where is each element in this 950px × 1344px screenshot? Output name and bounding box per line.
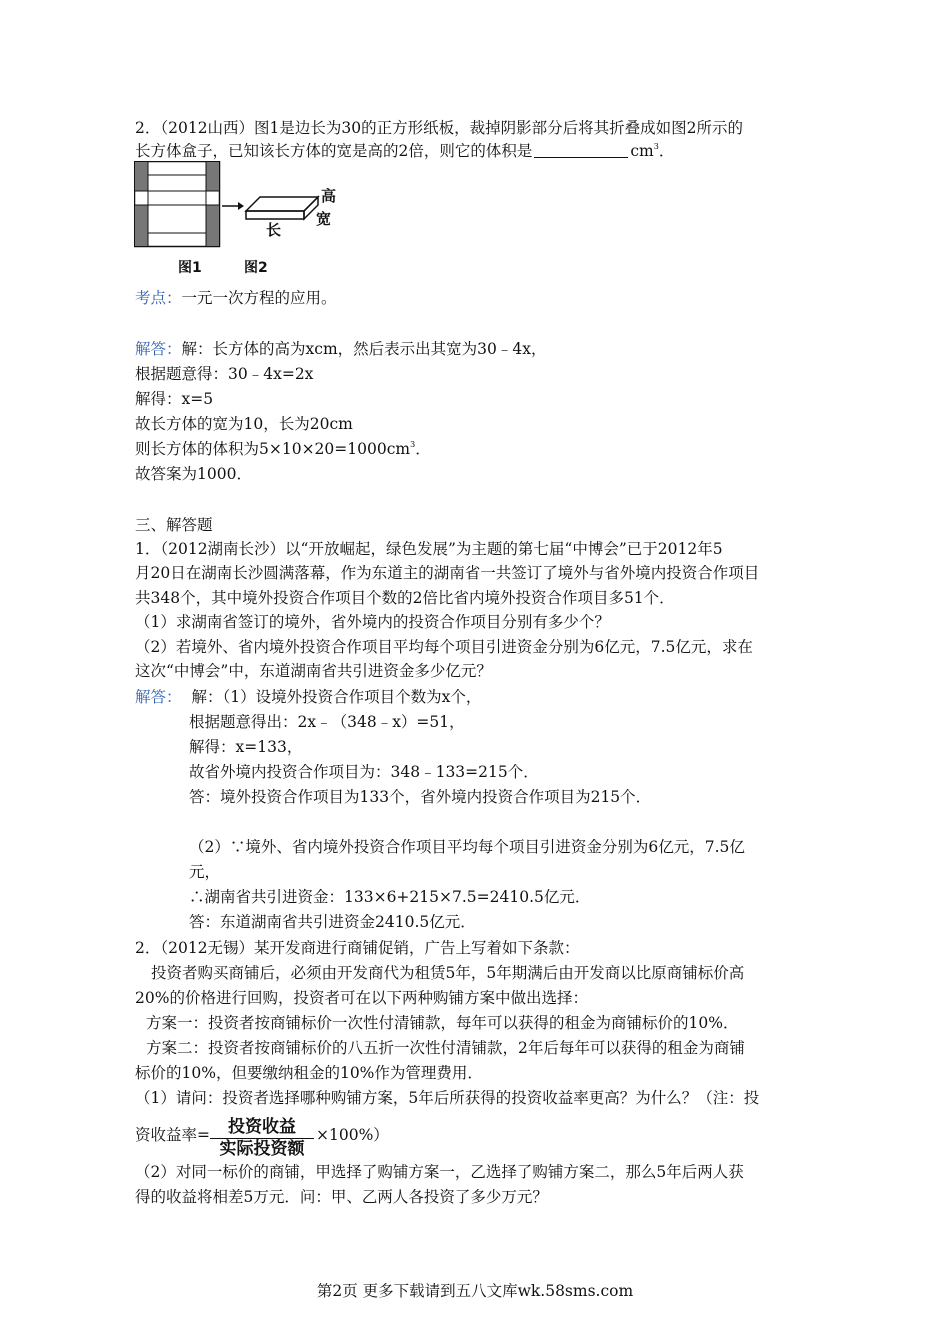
p1-line2: 月20日在湖南长沙圆满落幕，作为东道主的湖南省一共签订了境外与省外境内投资合作项目: [135, 564, 760, 582]
q2b-line1: 2．（2012无锡）某开发商进行商铺促销，广告上写着如下条款：: [135, 939, 580, 957]
fraction-numerator: 投资收益: [210, 1117, 314, 1139]
fig1-label: 图1: [178, 260, 202, 276]
jieda1-line5-text: 则长方体的体积为5×10×20=1000cm: [135, 440, 411, 458]
jieda2-text: 解：（1）设境外投资合作项目个数为x个，: [191, 688, 482, 706]
jieda1-line5-sup: 3: [410, 440, 416, 449]
kaodian-label: 考点：: [135, 289, 182, 307]
jieda1-label: 解答：: [135, 340, 182, 358]
shaded-strip: [206, 175, 219, 191]
jieda2-line4: 故省外境内投资合作项目为：348﹣133=215个．: [189, 763, 539, 781]
jieda2-line7: 元，: [189, 863, 221, 881]
q2-line2-end: ．: [658, 142, 675, 160]
q2b-line9: （2）对同一标价的商铺，甲选择了购铺方案一，乙选择了购铺方案二，那么5年后两人获: [135, 1163, 744, 1181]
q2b-line3: 20%的价格进行回购，投资者可在以下两种购铺方案中做出选择：: [135, 989, 588, 1007]
shaded-strip: [135, 205, 148, 233]
jieda1-line5: [135, 438, 431, 460]
q2b-plan2: 方案二：投资者按商铺标价的八五折一次性付清铺款，2年后每年可以获得的租金为商铺: [146, 1039, 745, 1057]
shaded-corner: [206, 233, 219, 246]
label-gao: 高: [321, 187, 337, 205]
p1-line3: 共348个，其中境外投资合作项目个数的2倍比省内境外投资合作项目多51个．: [135, 589, 675, 607]
fraction-denominator: 实际投资额: [219, 1139, 305, 1159]
jieda1-line5-end: ．: [415, 440, 431, 458]
shaded-corner: [135, 162, 148, 175]
jieda1-line1: [135, 338, 546, 360]
p1-line6: 这次“中博会”中，东道湖南省共引进资金多少亿元？: [135, 662, 492, 680]
jieda2-line2: 根据题意得出：2x﹣（348﹣x）=51，: [189, 713, 465, 731]
yield-fraction: [210, 1117, 314, 1160]
jieda1-line3: 解得：x=5: [135, 390, 214, 408]
jieda2-line3: 解得：x=133，: [189, 738, 303, 756]
jieda1-text: 解：长方体的高为xcm，然后表示出其宽为30﹣4x，: [181, 340, 547, 358]
box-figure: [134, 161, 354, 279]
shaded-strip: [206, 205, 219, 233]
q2b-line2: 投资者购买商铺后，必须由开发商代为租赁5年，5年期满后由开发商以比原商铺标价高: [151, 964, 745, 982]
q2b-line8-end: ×100%）: [316, 1126, 389, 1144]
fig2-box: [246, 197, 318, 219]
p1-line5: （2）若境外、省内境外投资合作项目平均每个项目引进资金分别为6亿元，7.5亿元，求在: [135, 638, 753, 656]
jieda2-line1: [135, 686, 481, 708]
q2-line2: [135, 140, 674, 162]
p1-line1: 1．（2012湖南长沙）以“开放崛起，绿色发展”为主题的第七届“中博会”已于2012年5: [135, 540, 723, 558]
kaodian-text: 一元一次方程的应用。: [181, 289, 337, 307]
shaded-corner: [206, 162, 219, 175]
answer-blank: [534, 143, 628, 158]
q2b-line8-start: 资收益率=: [135, 1126, 210, 1144]
q2-unit-sup: 3: [653, 142, 659, 151]
shaded-strip: [135, 175, 148, 191]
q2b-plan1: 方案一：投资者按商铺标价一次性付清铺款，每年可以获得的租金为商铺标价的10%．: [146, 1014, 739, 1032]
q2-line2-text: 长方体盒子，已知该长方体的宽是高的2倍，则它的体积是: [135, 142, 533, 160]
fig2-label: 图2: [244, 260, 268, 276]
fig1-square: [134, 161, 220, 247]
jieda2-line8: ∴湖南省共引进资金：133×6+215×7.5=2410.5亿元．: [189, 888, 591, 906]
q2-line1: 2．（2012山西）图1是边长为30的正方形纸板，裁掉阴影部分后将其折叠成如图2所示的: [135, 119, 744, 137]
kaodian: [135, 287, 337, 309]
label-kuan: 宽: [316, 210, 332, 228]
shaded-corner: [135, 233, 148, 246]
jieda2-line6: （2）∵境外、省内境外投资合作项目平均每个项目引进资金分别为6亿元，7.5亿: [189, 838, 745, 856]
label-chang: 长: [266, 221, 282, 239]
arrow-icon: [222, 202, 244, 210]
jieda2-line5: 答：境外投资合作项目为133个，省外境内投资合作项目为215个．: [189, 788, 652, 806]
q2-unit: cm: [630, 142, 654, 160]
p1-line4: （1）求湖南省签订的境外，省外境内的投资合作项目分别有多少个？: [135, 613, 610, 631]
jieda1-line4: 故长方体的宽为10，长为20cm: [135, 415, 353, 433]
jieda2-line9: 答：东道湖南省共引进资金2410.5亿元．: [189, 913, 476, 931]
section3-title: 三、解答题: [135, 516, 213, 534]
q2b-line10: 得的收益将相差5万元．问：甲、乙两人各投资了多少万元？: [135, 1188, 548, 1206]
jieda1-line2: 根据题意得：30﹣4x=2x: [135, 365, 314, 383]
jieda2-label: 解答：: [135, 688, 182, 706]
q2b-line7: （1）请问：投资者选择哪种购铺方案，5年后所获得的投资收益率更高？为什么？（注：投: [135, 1089, 760, 1107]
page-footer: 第2页 更多下载请到五八文库wk.58sms.com: [316, 1282, 634, 1300]
jieda1-line6: 故答案为1000．: [135, 465, 252, 483]
q2b-line6: 标价的10%，但要缴纳租金的10%作为管理费用．: [135, 1064, 483, 1082]
